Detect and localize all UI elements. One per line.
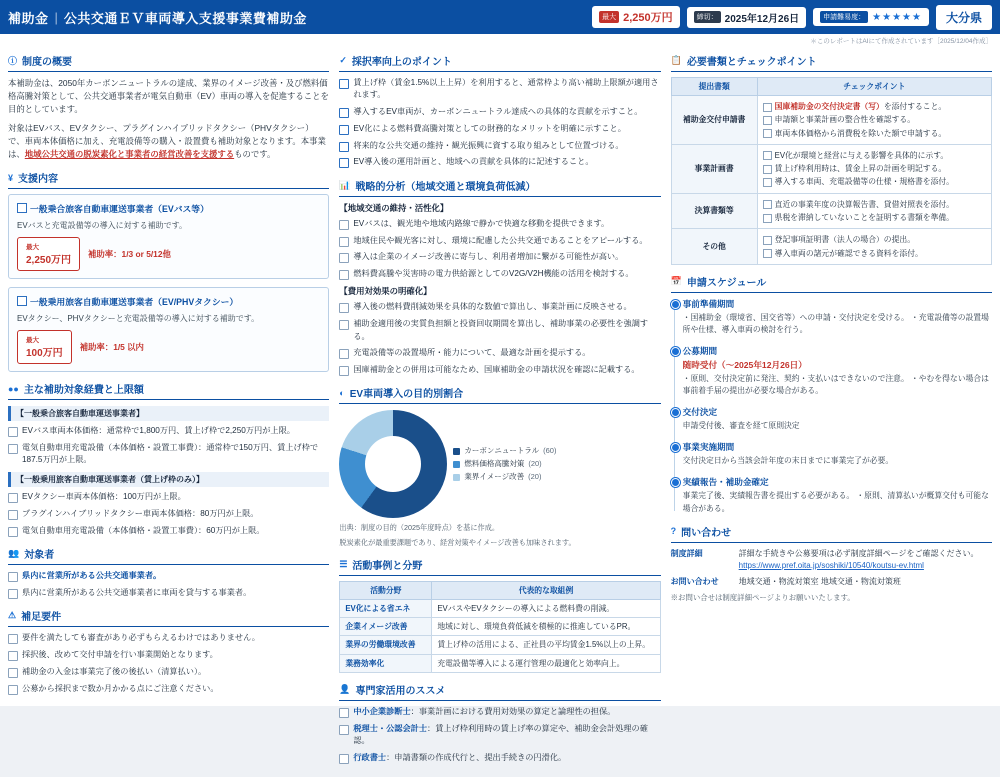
documents-table: [671, 77, 992, 265]
left-column: [8, 47, 329, 769]
costs-group2-title: 【一般乗用旅客自動車運送事業者（賃上げ枠のみ）】: [8, 472, 329, 487]
costs-group1-list: [8, 425, 329, 466]
list-item: 要件を満たしても審査があり必ずもらえるわけではありません。: [8, 632, 329, 644]
warning-icon: ⚠: [8, 610, 17, 621]
support-card-bus-amount: [17, 237, 80, 271]
docs-col-checkpoints: チェックポイント: [757, 78, 991, 96]
docs-cell-points: [757, 96, 991, 145]
overview-paragraph-2: [8, 122, 329, 161]
list-item: [339, 723, 660, 748]
legend-label: 燃料価格高騰対策: [464, 459, 525, 469]
contact-value: [739, 548, 992, 572]
timeline-body: 交付決定日から当該会計年度の末日までに事業完了が必要。: [682, 456, 894, 466]
list-item: EV化が環境と経営に与える影響を具体的に示す。: [763, 150, 986, 161]
list-item: 県税を滞納していないことを証明する書類を準備。: [763, 212, 986, 223]
list-item: 国庫補助金の交付決定書（写）を添付すること。: [763, 101, 986, 112]
support-card-taxi-rate-label: 補助率：: [79, 342, 114, 353]
timeline-title: 事前準備期間: [682, 298, 735, 309]
section-adoption-heading: [339, 53, 660, 72]
docs-cell-name: 補助金交付申請書: [671, 96, 757, 145]
adoption-list: [339, 77, 660, 169]
list-item: プラグインハイブリッドタクシー車両本体価格：80万円が上限。: [8, 508, 329, 520]
legend-swatch: [453, 474, 460, 481]
timeline-title: 交付決定: [682, 407, 718, 418]
section-docs-heading: [671, 53, 992, 72]
costs-group2-list: [8, 491, 329, 537]
legend-swatch: [453, 448, 460, 455]
list-item: 採択後、改めて交付申請を行い事業開始となります。: [8, 649, 329, 661]
difficulty-label: 申請難易度：: [820, 11, 868, 23]
cases-cell-example: 地域に対し、環境負荷低減を積極的に推進しているPR。: [432, 618, 660, 636]
schedule-timeline: [671, 298, 992, 515]
list-item: EVバス車両本体価格：通常枠で1,800万円、賃上げ枠で2,250万円が上限。: [8, 425, 329, 437]
legend-label: 業界イメージ改善: [464, 471, 525, 481]
list-item: [339, 752, 660, 764]
section-experts-heading: [339, 682, 660, 701]
content-columns: [0, 45, 1000, 777]
expert-desc: ：事業計画における費用対効果の算定と論理性の担保。: [410, 706, 616, 716]
docs-cell-name: 決算書類等: [671, 193, 757, 229]
section-contact-heading: [671, 524, 992, 543]
section-costs-heading: [8, 381, 329, 400]
max-amount-value: 2,250万円: [623, 12, 673, 24]
deadline-value: 2025年12月26日: [724, 13, 800, 25]
table-row: [340, 636, 660, 654]
cases-cell-example: 充電設備等導入による運行管理の最適化と効率向上。: [432, 654, 660, 672]
expert-name: 行政書士: [353, 752, 387, 762]
list-item: 将来的な公共交通の維持・観光振興に資する取り組みとして位置づける。: [339, 140, 660, 152]
brand-badge: 大分県: [936, 5, 992, 30]
list-item: 電気自動車用充電設備（本体価格・設置工事費）：60万円が上限。: [8, 525, 329, 537]
expert-name: 税理士・公認会計士: [353, 723, 428, 733]
docs-cell-name: 事業計画書: [671, 144, 757, 193]
list-item: [339, 706, 660, 718]
list-item: 補助金適用後の実質負担額と投資回収期間を算出し、補助事業の必要性を強調する。: [339, 318, 660, 343]
header-subtitle: 公共交通ＥＶ車両導入支援事業費補助金: [63, 10, 307, 26]
table-row: [671, 193, 991, 229]
legend-label: カーボンニュートラル: [464, 446, 540, 456]
table-row: [340, 654, 660, 672]
strategy-block2-title: 【費用対効果の明確化】: [339, 286, 432, 297]
expert-icon: 👤: [339, 683, 351, 694]
chart-icon: 📊: [339, 179, 351, 190]
contact-link[interactable]: https://www.pref.oita.jp/soshiki/10540/koutsu-ev.html: [738, 560, 924, 570]
list-item: 賃上げ枠（賃金1.5%以上上昇）を利用すると、通常枠より高い補助上限額が適用されます。: [339, 77, 660, 102]
list-item: 電気自動車用充電設備（本体価格・設置工事費）：通常枠で150万円、賃上げ枠で187.5万円が上限。: [8, 442, 329, 467]
contact-note: ※お問い合せは制度詳細ページよりお願いいたします。: [670, 592, 855, 602]
section-supplement-heading: [8, 608, 329, 627]
table-row: [671, 229, 991, 265]
difficulty-badge: [813, 8, 929, 26]
section-docs-title: 必要書類とチェックポイント: [686, 57, 817, 68]
contact-label: 制度詳細: [670, 548, 703, 558]
list-item: 登記事項証明書（法人の場合）の提出。: [763, 234, 986, 245]
contact-row-detail: [671, 548, 992, 572]
section-costs-title: 主な補助対象経費と上限額: [23, 385, 144, 397]
section-cases-heading: [339, 557, 660, 576]
chart-source-note-1: 出典：制度の目的（2025年度時点）を基に作成。: [339, 523, 500, 533]
overview-p2-a: 対象はEVバス、EVタクシー、プラグインハイブリッドタクシー（PHVタクシー）で、車両本体価格に加え、充電設備等の購入・設置費も補助対象となります。本事業は、: [8, 123, 326, 160]
timeline-item: [683, 345, 992, 397]
section-strategy-heading: [339, 178, 660, 197]
docs-cell-name: その他: [671, 229, 757, 265]
deadline-badge: [687, 7, 807, 28]
support-card-bus-amount-label: 最大: [26, 244, 39, 252]
list-item: 導入車両の諸元が確認できる資料を添付。: [763, 248, 986, 259]
support-card-bus-rate-value: 1/3 or 5/12他: [121, 249, 171, 260]
info-icon: ⓘ: [8, 56, 18, 66]
chart-legend: [453, 445, 556, 483]
cases-cell-category: EV化による省エネ: [340, 599, 432, 617]
header-separator: |: [54, 9, 58, 25]
strategy-block2-list: [339, 301, 660, 376]
donut-hole: [365, 436, 421, 492]
table-header-row: [671, 78, 991, 96]
table-row: [671, 96, 991, 145]
section-schedule-heading: [671, 274, 992, 293]
question-icon: ?: [670, 526, 677, 537]
supplement-list: [8, 632, 329, 695]
docs-col-document: 提出書類: [671, 78, 757, 96]
table-header-row: [340, 581, 660, 599]
support-card-taxi-title: 一般乗用旅客自動車運送事業者（EV/PHVタクシー）: [17, 295, 320, 308]
timeline-item: [683, 441, 992, 467]
overview-p2-c: ものです。: [234, 149, 276, 160]
timeline-item: [683, 298, 992, 336]
experts-list: [339, 706, 660, 764]
legend-value: (20): [528, 471, 542, 481]
list-item: 賃上げ枠利用時は、賃金上昇の計画を明記する。: [763, 163, 986, 174]
calendar-icon: 📅: [670, 275, 682, 286]
timeline-title: 実績報告・補助金確定: [682, 477, 769, 488]
section-purpose-chart-title: EV車両導入の目的別割合: [349, 389, 464, 401]
legend-item: [453, 471, 556, 484]
timeline-body: 申請受付後、審査を経て原則決定: [682, 421, 800, 431]
coins-icon: ●●: [8, 383, 19, 394]
list-item: 導入するEV車両が、カーボンニュートラル達成への具体的な貢献を示すこと。: [339, 106, 660, 118]
cases-cell-category: 業界の労働環境改善: [340, 636, 432, 654]
section-supplement-title: 補足要件: [21, 612, 62, 624]
strategy-block1-title: 【地域交通の維持・活性化】: [339, 202, 449, 213]
check-icon: ✓: [339, 55, 347, 65]
cases-table: [339, 581, 660, 673]
support-card-taxi-rate: [80, 341, 144, 353]
support-card-bus-values: [17, 237, 320, 271]
section-cases-title: 活動事例と分野: [352, 560, 423, 572]
list-item: 国庫補助金との併用は可能なため、国庫補助金の申請状況を確認に記載する。: [339, 364, 660, 376]
support-card-taxi-amount-value: 100万円: [26, 348, 63, 360]
support-card-bus-desc: EVバスと充電設備等の導入に対する補助です。: [17, 221, 188, 231]
contact-office: 地域交通・物流対策室 地域交通・物流対策班: [738, 576, 901, 586]
timeline-title: 事業実施期間: [682, 442, 735, 453]
support-card-taxi: [8, 287, 329, 372]
section-overview-heading: [8, 53, 329, 72]
legend-swatch: [453, 461, 460, 468]
overview-paragraph-1: 本補助金は、2050年カーボンニュートラルの達成、業界のイメージ改善・及び燃料価格高騰対策として、公共交通事業者が電気自動車（EV）車両の導入を促進することを目的としています。: [8, 78, 329, 115]
support-card-taxi-values: [17, 330, 320, 364]
support-card-bus-title: 一般乗合旅客自動車運送事業者（EVバス等）: [17, 202, 320, 215]
section-adoption-title: 採択率向上のポイント: [351, 57, 452, 68]
section-contact-title: 問い合わせ: [681, 527, 732, 539]
chart-source-note-2: 脱炭素化が最重要課題であり、経営対策やイメージ改善も加味されます。: [339, 537, 576, 547]
list-item: EV導入後の運用計画と、地域への貢献を具体的に記述すること。: [339, 156, 660, 168]
difficulty-stars: ★★★★★: [872, 11, 922, 23]
max-amount-label: 最大: [599, 11, 619, 23]
list-item: 直近の事業年度の決算報告書、貸借対照表を添付。: [763, 199, 986, 210]
docs-cell-points: [757, 193, 991, 229]
section-support-heading: [8, 170, 329, 189]
purpose-donut-chart: [339, 410, 660, 518]
page-header: [0, 0, 1000, 34]
cases-cell-example: EVバスやEVタクシーの導入による燃料費の削減。: [432, 599, 660, 617]
list-item: 導入する車両、充電設備等の仕様・規格書を添付。: [763, 176, 986, 187]
strategy-block1-list: [339, 218, 660, 281]
eligible-list: [8, 570, 329, 599]
section-schedule-title: 申請スケジュール: [686, 277, 767, 289]
timeline-item: [683, 406, 992, 432]
section-support-title: 支援内容: [18, 174, 59, 186]
contact-text: 詳細な手続きや公募要項は必ず制度詳細ページをご確認ください。: [738, 548, 979, 558]
legend-value: (20): [528, 459, 542, 469]
list-item: 導入は企業のイメージ改善に寄与し、利用者増加に繋がる可能性が高い。: [339, 251, 660, 263]
table-row: [340, 599, 660, 617]
cases-cell-category: 業務効率化: [340, 654, 432, 672]
legend-item: [453, 458, 556, 471]
support-card-taxi-rate-value: 1/5 以内: [113, 342, 144, 353]
list-item: EV化による燃料費高騰対策としての財務的なメリットを明確に示すこと。: [339, 123, 660, 135]
cases-col-category: 活動分野: [340, 581, 432, 599]
section-experts-title: 専門家活用のススメ: [355, 685, 446, 697]
list-item: 公募から採択まで数か月かかる点にご注意ください。: [8, 683, 329, 695]
cases-col-example: 代表的な取組例: [432, 581, 660, 599]
expert-desc: ：賃上げ枠利用時の賃上げ率の算定や、補助金会計処理の確認。: [353, 723, 648, 746]
support-card-taxi-amount-label: 最大: [26, 337, 39, 345]
middle-column: [339, 47, 660, 769]
pie-icon: ◐: [339, 387, 345, 398]
section-strategy-title: 戦略的分析（地域交通と環境負荷低減）: [355, 181, 536, 193]
costs-group1-title: 【一般乗合旅客自動車運送事業者】: [8, 406, 329, 421]
right-column: [671, 47, 992, 769]
timeline-body: ・原則、交付決定前に発注、契約・支払いはできないので注意。 ・やむを得ない場合は事前着手届の提出が必要な場合がある。: [682, 374, 989, 396]
yen-icon: ¥: [8, 172, 14, 183]
support-card-bus-amount-value: 2,250万円: [26, 255, 72, 267]
support-card-bus-rate: [88, 248, 171, 260]
legend-value: (60): [543, 446, 557, 456]
table-row: [671, 144, 991, 193]
timeline-body: ・国補助金（環境省、国交省等）への申請・交付決定を受ける。 ・充電設備等の設置場所や仕様、導入車両の検討を行う。: [682, 312, 989, 335]
section-overview-title: 制度の概要: [22, 57, 73, 68]
timeline-title: 公募期間: [682, 346, 718, 357]
docs-cell-points: [757, 144, 991, 193]
list-item: 燃料費高騰や災害時の電力供給源としてのV2G/V2H機能の活用を検討する。: [339, 268, 660, 280]
list-item: EVバスは、観光地や地域内路線で静かで快適な移動を提供できます。: [339, 218, 660, 230]
donut-ring: [339, 410, 447, 518]
list-item: 補助金の入金は事業完了後の後払い（清算払い）。: [8, 666, 329, 678]
timeline-item: [683, 476, 992, 514]
expert-desc: ：申請書類の作成代行と、提出手続きの円滑化。: [386, 752, 567, 762]
docs-cell-points: [757, 229, 991, 265]
table-row: [340, 618, 660, 636]
support-card-bus: [8, 194, 329, 279]
docs-highlight: 国庫補助金の交付決定書（写）: [774, 102, 884, 111]
list-item: 導入後の燃料費削減効果を具体的な数値で算出し、事業計画に反映させる。: [339, 301, 660, 313]
deadline-label: 締切：: [694, 11, 721, 23]
timeline-deadline: 随時受付（～2025年12月26日）: [682, 360, 807, 371]
ai-generation-note: ＊このレポートはAIにて作成されています［2025/12/04作成］: [810, 38, 992, 45]
contact-row-office: [671, 576, 992, 588]
contact-label: お問い合わせ: [670, 576, 719, 586]
support-card-taxi-amount: [17, 330, 72, 364]
header-badges: [592, 5, 992, 30]
timeline-body: 事業完了後、実績報告書を提出する必要がある。 ・原則、清算払いが概算交付も可能な場合がある。: [682, 491, 989, 513]
people-icon: 👥: [8, 548, 20, 559]
max-amount-badge: [592, 6, 680, 28]
header-title: 補助金: [8, 10, 49, 26]
cases-cell-example: 賃上げ枠の活用による、正社員の平均賃金1.5%以上の上昇。: [432, 636, 660, 654]
eligible-item-0: 県内に営業所がある公共交通事業者。: [22, 571, 162, 581]
list-item: [8, 570, 329, 582]
list-item: 県内に営業所がある公共交通事業者に車両を貸与する事業者。: [8, 587, 329, 599]
section-eligible-heading: [8, 546, 329, 565]
support-card-bus-rate-label: 補助率：: [88, 249, 122, 260]
support-card-taxi-desc: EVタクシー、PHVタクシーと充電設備等の導入に対する補助です。: [17, 314, 260, 324]
list-icon: ☰: [339, 558, 348, 569]
list-item: 車両本体価格から消費税を除いた額で申請する。: [763, 128, 986, 139]
section-eligible-title: 対象者: [24, 550, 55, 562]
list-item: 申請額と事業計画の整合性を確認する。: [763, 114, 986, 125]
list-item: EVタクシー車両本体価格：100万円が上限。: [8, 491, 329, 503]
list-item: 充電設備等の設置場所・能力について、最適な計画を提示する。: [339, 347, 660, 359]
legend-item: [453, 445, 556, 458]
expert-name: 中小企業診断士: [353, 706, 411, 716]
cases-cell-category: 企業イメージ改善: [340, 618, 432, 636]
overview-p2-highlight: 地域公共交通の脱炭素化と事業者の経営改善を支援する: [24, 149, 235, 160]
clipboard-icon: 📋: [670, 55, 682, 65]
list-item: 地域住民や観光客に対し、環境に配慮した公共交通であることをアピールする。: [339, 235, 660, 247]
section-purpose-chart-heading: [339, 385, 660, 404]
